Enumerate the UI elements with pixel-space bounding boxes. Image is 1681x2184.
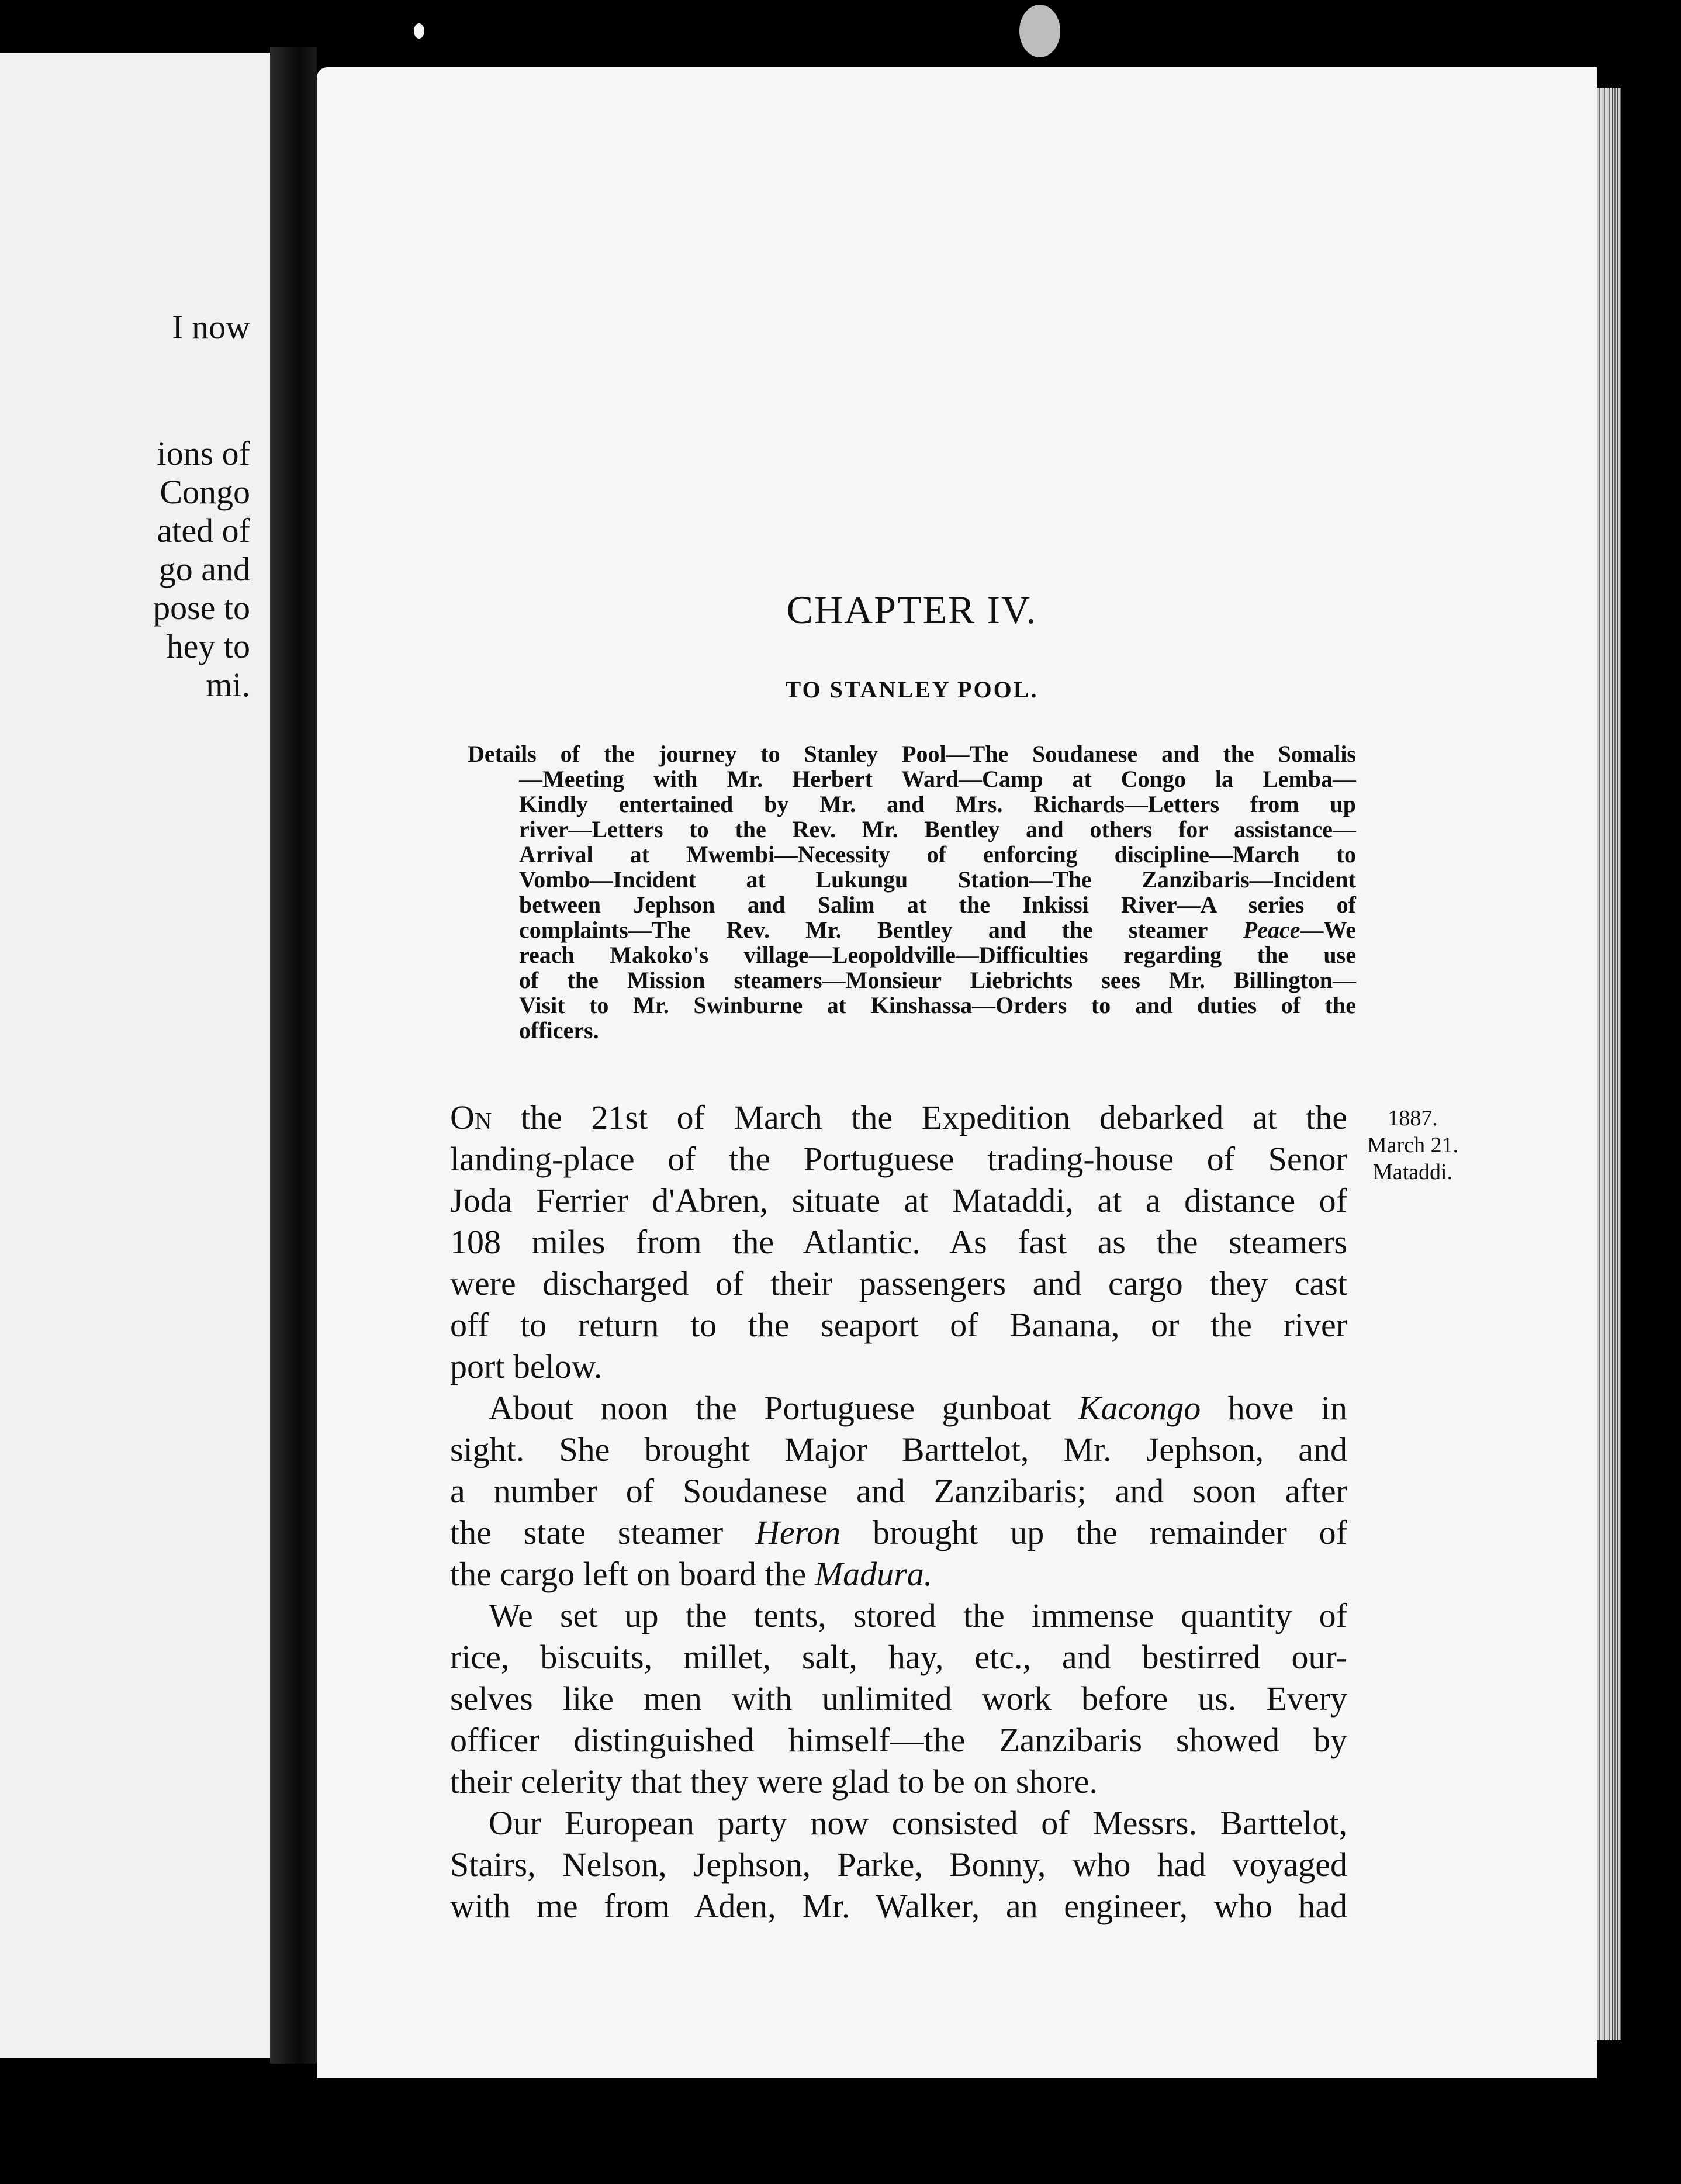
line-text: About noon the Portuguese gunboat xyxy=(489,1389,1052,1427)
paragraph-line: off to return to the seaport of Banana, or the river xyxy=(450,1306,1347,1344)
chapter-subtitle: TO STANLEY POOL. xyxy=(785,676,1039,703)
margin-note-date: March 21. xyxy=(1367,1133,1459,1157)
paragraph-line: officer distinguished himself—the Zanzibaris showed by xyxy=(450,1721,1347,1759)
synopsis-line: between Jephson and Salim at the Inkissi River—A series of xyxy=(519,891,1356,918)
synopsis-line: of the Mission steamers—Monsieur Liebrichts sees Mr. Billington— xyxy=(519,967,1356,993)
synopsis-line: officers. xyxy=(519,1017,599,1043)
synopsis-line: Arrival at Mwembi—Necessity of enforcing discipline—March to xyxy=(519,841,1356,868)
left-page xyxy=(0,53,272,2058)
paragraph-line: sight. She brought Major Barttelot, Mr. Jephson, and xyxy=(450,1430,1347,1468)
italic-madura: Madura. xyxy=(814,1555,933,1593)
synopsis-text: —We xyxy=(1300,917,1357,943)
italic-kacongo: Kacongo xyxy=(1078,1389,1201,1427)
paragraph-line: selves like men with unlimited work before us. Every xyxy=(450,1680,1347,1718)
paragraph-line: 108 miles from the Atlantic. As fast as the steamers xyxy=(450,1223,1347,1261)
paragraph-line xyxy=(450,1387,1347,1429)
left-page-line: I now xyxy=(172,308,250,346)
paragraph-line: Our European party now consisted of Messrs. Barttelot, xyxy=(489,1804,1347,1842)
left-page-line: ated of xyxy=(157,512,250,550)
paragraph-line: landing-place of the Portuguese trading-house of Senor xyxy=(450,1140,1347,1178)
line-text: brought up the remainder of xyxy=(872,1513,1347,1551)
line-text: the state steamer xyxy=(450,1513,724,1551)
chapter-heading: CHAPTER IV. xyxy=(786,588,1037,632)
synopsis-line: river—Letters to the Rev. Mr. Bentley and others for assistance— xyxy=(519,816,1356,842)
left-page-line: hey to xyxy=(166,627,250,665)
page-edges xyxy=(1597,88,1621,2040)
drop-word: On xyxy=(450,1098,492,1136)
left-page-line: Congo xyxy=(160,473,250,511)
margin-notes xyxy=(1357,1105,1468,1186)
scan-blot xyxy=(1019,5,1060,57)
line-text: hove in xyxy=(1227,1389,1348,1427)
synopsis-text: complaints—The Rev. Mr. Bentley and the steamer xyxy=(519,917,1208,943)
paragraph-line xyxy=(450,1553,1347,1595)
paragraph-line: with me from Aden, Mr. Walker, an engineer, who had xyxy=(450,1887,1347,1925)
scan-speck xyxy=(414,23,424,39)
line-text: the 21st of March the Expedition debarked at the xyxy=(521,1098,1347,1136)
synopsis-line: Kindly entertained by Mr. and Mrs. Richards—Letters from up xyxy=(519,791,1356,817)
paragraph-line: rice, biscuits, millet, salt, hay, etc., and bestirred our- xyxy=(450,1638,1347,1676)
synopsis-italic-peace: Peace xyxy=(1243,917,1300,943)
synopsis-line: —Meeting with Mr. Herbert Ward—Camp at Congo la Lemba— xyxy=(519,766,1356,792)
left-page-line: pose to xyxy=(153,589,250,627)
left-page-line: ions of xyxy=(157,434,250,472)
paragraph-line: We set up the tents, stored the immense quantity of xyxy=(489,1596,1347,1634)
paragraph-line xyxy=(450,1512,1347,1553)
paragraph-line: Stairs, Nelson, Jephson, Parke, Bonny, who had voyaged xyxy=(450,1846,1347,1884)
paragraph-line: a number of Soudanese and Zanzibaris; and soon after xyxy=(450,1472,1347,1510)
paragraph-line xyxy=(450,1097,1347,1138)
synopsis-line: Vombo—Incident at Lukungu Station—The Zanzibaris—Incident xyxy=(519,866,1356,893)
paragraph-line: their celerity that they were glad to be on shore. xyxy=(450,1763,1098,1801)
paragraph-line: Joda Ferrier d'Abren, situate at Mataddi, at a distance of xyxy=(450,1181,1347,1219)
italic-heron: Heron xyxy=(755,1513,841,1551)
chapter-synopsis xyxy=(468,741,1356,1043)
paragraph-line: were discharged of their passengers and cargo they cast xyxy=(450,1264,1347,1302)
synopsis-line: Details of the journey to Stanley Pool—The Soudanese and the Somalis xyxy=(468,741,1356,767)
synopsis-line: Visit to Mr. Swinburne at Kinshassa—Orders to and duties of the xyxy=(519,992,1356,1018)
synopsis-line xyxy=(519,917,1356,942)
margin-note-place: Mataddi. xyxy=(1372,1160,1453,1184)
line-text: the cargo left on board the xyxy=(450,1555,807,1593)
paragraph-line: port below. xyxy=(450,1347,603,1385)
margin-note-year: 1887. xyxy=(1388,1106,1438,1131)
synopsis-line: reach Makoko's village—Leopoldville—Difficulties regarding the use xyxy=(519,942,1356,968)
left-page-line: mi. xyxy=(206,666,250,704)
body-text xyxy=(450,1097,1347,1927)
book-gutter xyxy=(270,47,317,2064)
left-page-line: go and xyxy=(158,550,250,588)
